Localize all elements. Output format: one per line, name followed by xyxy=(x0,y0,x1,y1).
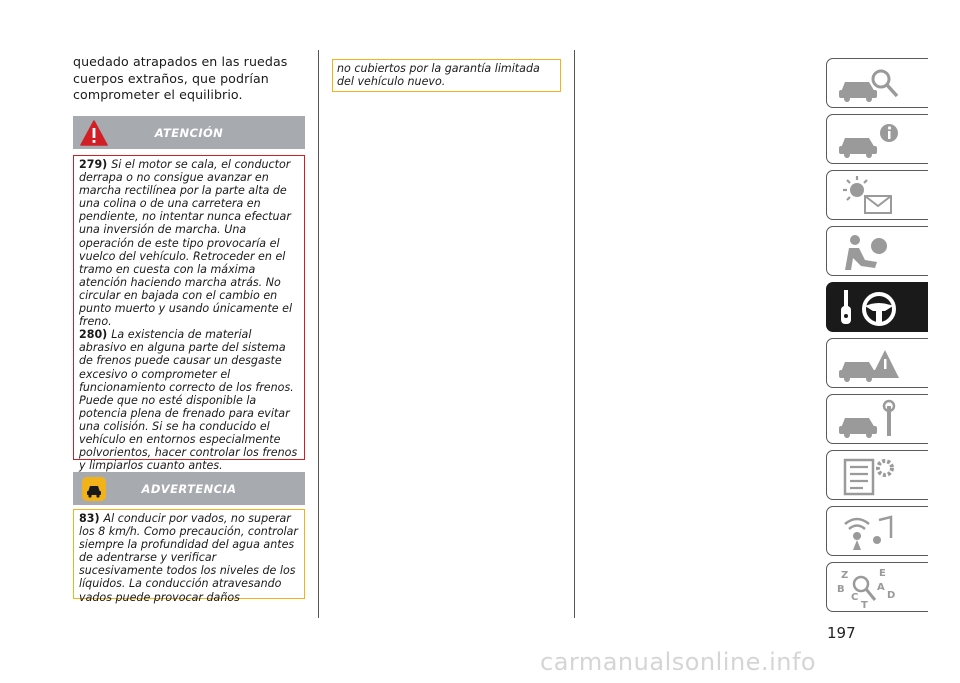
tab-emergency[interactable] xyxy=(826,338,928,388)
index-letter: B xyxy=(837,584,845,595)
advertencia-box xyxy=(73,509,305,604)
car-tools-icon xyxy=(835,398,905,442)
danger-triangle-icon xyxy=(80,119,108,147)
technical-data-icon xyxy=(835,454,905,498)
intro-paragraph: quedado atrapados en las ruedas cuerpos extraños, que podrían comprometer el equilibrio. xyxy=(73,54,288,103)
multimedia-icon xyxy=(835,510,905,554)
item-number: 279) xyxy=(79,158,108,171)
continuation-box: no cubiertos por la garantía limitada del vehículo nuevo. xyxy=(332,59,561,92)
watermark: carmanualsonline.info xyxy=(540,648,817,676)
car-search-icon xyxy=(835,62,905,106)
atencion-box xyxy=(73,155,305,473)
item-number: 83) xyxy=(79,512,100,525)
index-letter: C xyxy=(851,592,859,603)
index-letter: E xyxy=(879,568,886,579)
tab-technical-data[interactable] xyxy=(826,450,928,500)
page-number: 197 xyxy=(827,624,856,642)
tab-index[interactable] xyxy=(826,562,928,612)
item-text: Si el motor se cala, el conductor derrapa o no consigue avanzar en marcha rectilínea por la parte alta de una colina o de una carretera en pendiente, no intentar nunca efectuar una inversión de marcha. Una operación de este tipo provocaría el vuelco del vehículo. Retroceder en el tramo en cuesta con la máxima atención haciendo marcha atrás. No circular en bajada con el cambio en punto muerto y usando únicamente el freno. xyxy=(79,158,293,329)
tab-car-search[interactable] xyxy=(826,58,928,108)
index-letter: D xyxy=(887,590,896,601)
key-steering-wheel-icon xyxy=(835,286,905,330)
atencion-item xyxy=(79,328,301,472)
tab-warning-lights[interactable] xyxy=(826,170,928,220)
car-caution-icon xyxy=(80,475,108,503)
tab-maintenance[interactable] xyxy=(826,394,928,444)
tab-multimedia[interactable] xyxy=(826,506,928,556)
item-text: La existencia de material abrasivo en alguna parte del sistema de frenos puede causar un desgaste excesivo o comprometer el funcionamiento correcto de los frenos. Puede que no esté disponible la potencia plena de frenado para evitar una colisión. Si se ha conducido el vehículo en entornos especialmente polvorientos, hacer controlar los frenos y limpiarlos cuanto antes. xyxy=(79,328,298,473)
car-info-icon xyxy=(835,118,905,162)
tab-starting-driving[interactable] xyxy=(826,282,928,332)
index-letter: T xyxy=(861,600,868,610)
advertencia-item xyxy=(79,512,301,604)
column-divider xyxy=(318,50,319,618)
tab-safety[interactable] xyxy=(826,226,928,276)
advertencia-header xyxy=(73,472,305,505)
atencion-header xyxy=(73,116,305,149)
index-letter: A xyxy=(877,582,885,593)
item-number: 280) xyxy=(79,328,108,342)
atencion-item xyxy=(79,158,301,328)
advertencia-title: ADVERTENCIA xyxy=(141,481,237,496)
airbag-seat-icon xyxy=(835,230,905,274)
tab-car-info[interactable] xyxy=(826,114,928,164)
index-letter: Z xyxy=(841,570,849,581)
atencion-title: ATENCIÓN xyxy=(154,125,224,140)
alphabetical-index-icon xyxy=(835,566,905,610)
item-text: Al conducir por vados, no superar los 8 km/h. Como precaución, controlar siempre la profundidad del agua antes de adentrarse y verificar sucesivamente todos los niveles de los líquidos. La conducción atravesando vados puede provocar daños xyxy=(79,512,298,604)
car-emergency-icon xyxy=(835,342,905,386)
warning-light-message-icon xyxy=(835,174,905,218)
column-divider xyxy=(574,50,575,618)
